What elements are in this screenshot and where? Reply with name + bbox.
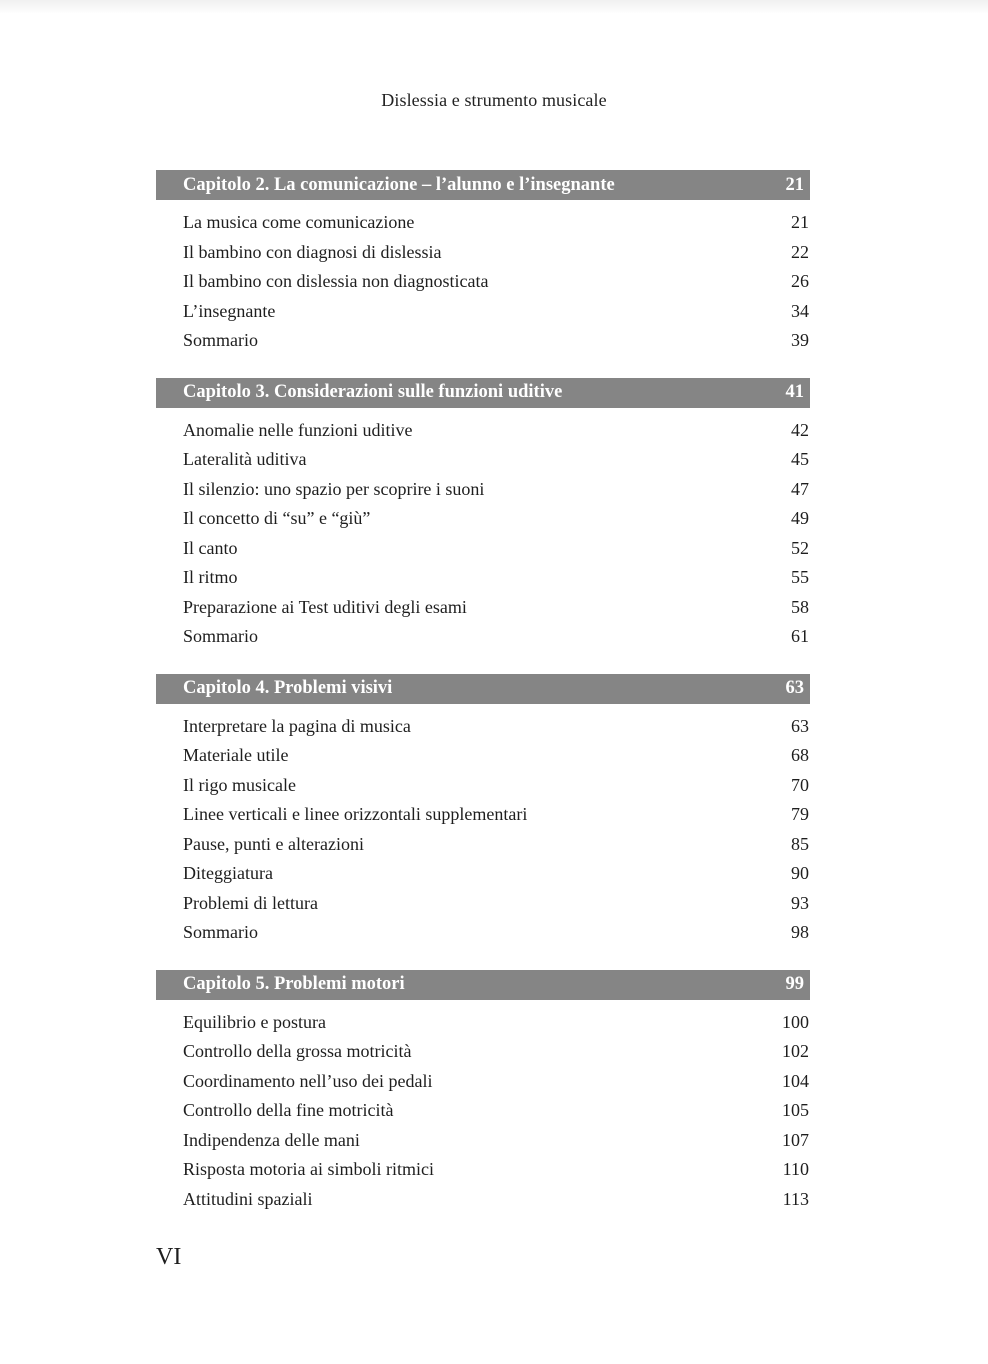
entry-page-number: 42 — [791, 419, 809, 440]
toc-entry[interactable] — [156, 593, 810, 623]
chapter-entries — [156, 1000, 810, 1215]
chapter-page-number: 21 — [785, 174, 804, 195]
entry-title: Equilibrio e postura — [183, 1011, 326, 1032]
entry-page-number: 39 — [791, 330, 809, 350]
toc-entry[interactable] — [156, 859, 810, 889]
entry-title: Anomalie nelle funzioni uditive — [183, 419, 413, 440]
entry-page-number: 26 — [791, 271, 809, 291]
toc-entry[interactable] — [156, 622, 810, 652]
toc-entry[interactable] — [156, 297, 810, 327]
entry-title: Indipendenza delle mani — [183, 1129, 360, 1150]
entry-title: Il bambino con dislessia non diagnosticata — [183, 271, 489, 291]
table-of-contents — [156, 170, 810, 1236]
toc-entry[interactable] — [156, 1185, 810, 1215]
entry-title: Il bambino con diagnosi di dislessia — [183, 241, 442, 262]
entry-page-number: 52 — [791, 537, 809, 558]
toc-entry[interactable] — [156, 238, 810, 268]
toc-entry[interactable] — [156, 771, 810, 801]
entry-page-number: 58 — [791, 596, 809, 617]
entry-page-number: 104 — [782, 1070, 809, 1091]
chapter-entries — [156, 408, 810, 652]
entry-title: Linee verticali e linee orizzontali supplementari — [183, 804, 528, 824]
entry-title: Il silenzio: uno spazio per scoprire i suoni — [183, 478, 485, 499]
entry-page-number: 68 — [791, 745, 809, 765]
chapter-heading[interactable] — [156, 674, 810, 704]
chapter-section — [156, 970, 810, 1215]
toc-entry[interactable] — [156, 267, 810, 297]
entry-title: Lateralità uditiva — [183, 449, 307, 469]
entry-page-number: 63 — [791, 715, 809, 736]
entry-page-number: 107 — [782, 1129, 809, 1150]
entry-title: Il canto — [183, 537, 238, 558]
entry-title: Sommario — [183, 626, 258, 646]
entry-title: Diteggiatura — [183, 863, 273, 883]
entry-title: Preparazione ai Test uditivi degli esami — [183, 596, 467, 617]
toc-entry[interactable] — [156, 1096, 810, 1126]
entry-page-number: 61 — [791, 626, 809, 646]
toc-entry[interactable] — [156, 326, 810, 356]
entry-title: Risposta motoria ai simboli ritmici — [183, 1159, 434, 1179]
toc-entry[interactable] — [156, 1155, 810, 1185]
entry-page-number: 49 — [791, 508, 809, 528]
page-folio: VI — [156, 1244, 182, 1270]
toc-entry[interactable] — [156, 1008, 810, 1038]
chapter-section — [156, 170, 810, 356]
chapter-heading[interactable] — [156, 970, 810, 1000]
chapter-title: Capitolo 5. Problemi motori — [183, 974, 405, 994]
chapter-title: Capitolo 3. Considerazioni sulle funzioni uditive — [183, 382, 563, 402]
toc-entry[interactable] — [156, 830, 810, 860]
toc-entry[interactable] — [156, 504, 810, 534]
entry-page-number: 93 — [791, 892, 809, 913]
chapter-page-number: 41 — [785, 382, 804, 402]
entry-page-number: 34 — [791, 300, 809, 321]
toc-entry[interactable] — [156, 1037, 810, 1067]
toc-entry[interactable] — [156, 534, 810, 564]
entry-title: Sommario — [183, 922, 258, 942]
entry-title: La musica come comunicazione — [183, 212, 415, 232]
toc-entry[interactable] — [156, 475, 810, 505]
chapter-entries — [156, 200, 810, 356]
chapter-heading[interactable] — [156, 170, 810, 200]
entry-page-number: 105 — [782, 1100, 809, 1120]
toc-entry[interactable] — [156, 712, 810, 742]
entry-title: Il rigo musicale — [183, 774, 296, 795]
toc-entry[interactable] — [156, 445, 810, 475]
entry-title: L’insegnante — [183, 300, 276, 321]
chapter-page-number: 99 — [785, 974, 804, 994]
entry-page-number: 113 — [782, 1188, 809, 1209]
entry-title: Il concetto di “su” e “giù” — [183, 508, 371, 528]
toc-entry[interactable] — [156, 800, 810, 830]
entry-page-number: 47 — [791, 478, 809, 499]
toc-entry[interactable] — [156, 1126, 810, 1156]
toc-entry[interactable] — [156, 889, 810, 919]
chapter-heading[interactable] — [156, 378, 810, 408]
entry-title: Pause, punti e alterazioni — [183, 833, 364, 854]
entry-page-number: 102 — [782, 1041, 809, 1061]
entry-page-number: 22 — [791, 241, 809, 262]
entry-page-number: 85 — [791, 833, 809, 854]
toc-entry[interactable] — [156, 208, 810, 238]
toc-entry[interactable] — [156, 563, 810, 593]
entry-title: Controllo della grossa motricità — [183, 1041, 412, 1061]
entry-page-number: 90 — [791, 863, 809, 883]
entry-title: Attitudini spaziali — [183, 1188, 313, 1209]
entry-page-number: 98 — [791, 922, 809, 942]
entry-page-number: 55 — [791, 567, 809, 587]
chapter-page-number: 63 — [785, 678, 804, 698]
toc-entry[interactable] — [156, 918, 810, 948]
entry-page-number: 110 — [782, 1159, 809, 1179]
entry-page-number: 100 — [782, 1011, 809, 1032]
entry-page-number: 70 — [791, 774, 809, 795]
entry-title: Controllo della fine motricità — [183, 1100, 394, 1120]
page-top-shadow — [0, 0, 988, 14]
entry-title: Sommario — [183, 330, 258, 350]
entry-title: Interpretare la pagina di musica — [183, 715, 411, 736]
toc-entry[interactable] — [156, 1067, 810, 1097]
entry-title: Il ritmo — [183, 567, 238, 587]
entry-title: Problemi di lettura — [183, 892, 318, 913]
chapter-entries — [156, 704, 810, 948]
entry-page-number: 21 — [791, 212, 809, 232]
toc-entry[interactable] — [156, 416, 810, 446]
chapter-section — [156, 674, 810, 948]
entry-page-number: 79 — [791, 804, 809, 824]
chapter-title: Capitolo 2. La comunicazione – l’alunno e l’insegnante — [183, 174, 615, 195]
entry-page-number: 45 — [791, 449, 809, 469]
chapter-section — [156, 378, 810, 652]
entry-title: Materiale utile — [183, 745, 289, 765]
entry-title: Coordinamento nell’uso dei pedali — [183, 1070, 433, 1091]
chapter-title: Capitolo 4. Problemi visivi — [183, 678, 393, 698]
running-head: Dislessia e strumento musicale — [381, 90, 607, 110]
toc-entry[interactable] — [156, 741, 810, 771]
